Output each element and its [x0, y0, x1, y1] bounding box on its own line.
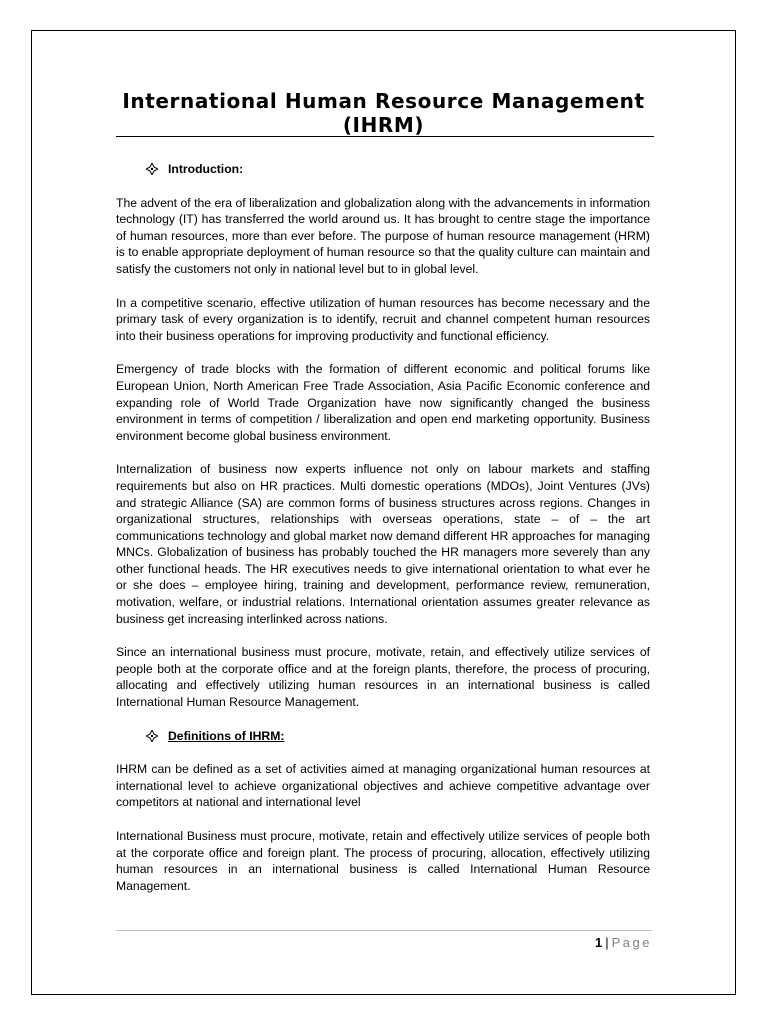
- page-label: Page: [611, 935, 652, 950]
- paragraph: Emergency of trade blocks with the formation of different economic and political forums like European Union, North American Free Trade Association, Asia Pacific Economic conference and expanding role of World Trade Organization have now significantly changed the business environment in terms of competition / liberalization and open end marketing opportunity. Business environment become global business environment.: [116, 362, 650, 443]
- section-heading-introduction: [146, 161, 650, 178]
- diamond-bullet-icon: [146, 730, 158, 742]
- document-title: International Human Resource Management (IHRM): [122, 89, 645, 137]
- diamond-bullet-icon: [146, 163, 158, 175]
- page-footer: [500, 935, 652, 951]
- paragraph: Since an international business must procure, motivate, retain, and effectively utilize services of people both at the corporate office and at the foreign plants, therefore, the process of procuring, allocating and effectively utilizing human resources in an international business is called International Human Resource Management.: [116, 645, 650, 710]
- footer-rule: [116, 930, 652, 931]
- paragraph: International Business must procure, motivate, retain and effectively utilize services of people both at the corporate office and foreign plant. The process of procuring, allocation, effectively utilizing human resources in an international business is called International Human Resource Management.: [116, 829, 650, 893]
- paragraph: Internalization of business now experts influence not only on labour markets and staffing requirements but also on HR practices. Multi domestic operations (MDOs), Joint Ventures (JVs) and strategic Alliance (SA) are common forms of business structures across regions. Changes in organizational structures, relationships with overseas operations, state – of – the art communications technology and global market now demand different HR approaches for managing MNCs. Globalization of business has probably touched the HR managers more severely than any other functional heads. The HR executives needs to give international orientation to what ever he or she does – employee hiring, training and development, performance review, remuneration, motivation, welfare, or industrial relations. International orientation assumes greater relevance as business get increasing interlinked across nations.: [116, 462, 650, 626]
- document-body: [116, 161, 650, 911]
- paragraph: In a competitive scenario, effective utilization of human resources has become necessary and the primary task of every organization is to identify, recruit and channel competent human resources into their business operations for improving productivity and functional efficiency.: [116, 295, 650, 343]
- title-underline: [116, 136, 654, 137]
- paragraph: IHRM can be defined as a set of activities aimed at managing organizational human resources at international level to achieve organizational objectives and achieve competitive advantage over competitors at national and international level: [116, 762, 650, 810]
- section-heading-label: Introduction:: [168, 162, 244, 176]
- section-heading-label: Definitions of IHRM:: [168, 728, 285, 743]
- section-heading-definitions: [146, 728, 650, 745]
- footer-separator: |: [605, 935, 609, 950]
- paragraph: The advent of the era of liberalization and globalization along with the advancements in information technology (IT) has transferred the world around us. It has brought to centre stage the importance of human resources, more than ever before. The purpose of human resource management (HRM) is to enable appropriate deployment of human resource so that the quality culture can maintain and satisfy the customers not only in national level but to in global level.: [116, 195, 650, 276]
- page-number: 1: [595, 935, 603, 950]
